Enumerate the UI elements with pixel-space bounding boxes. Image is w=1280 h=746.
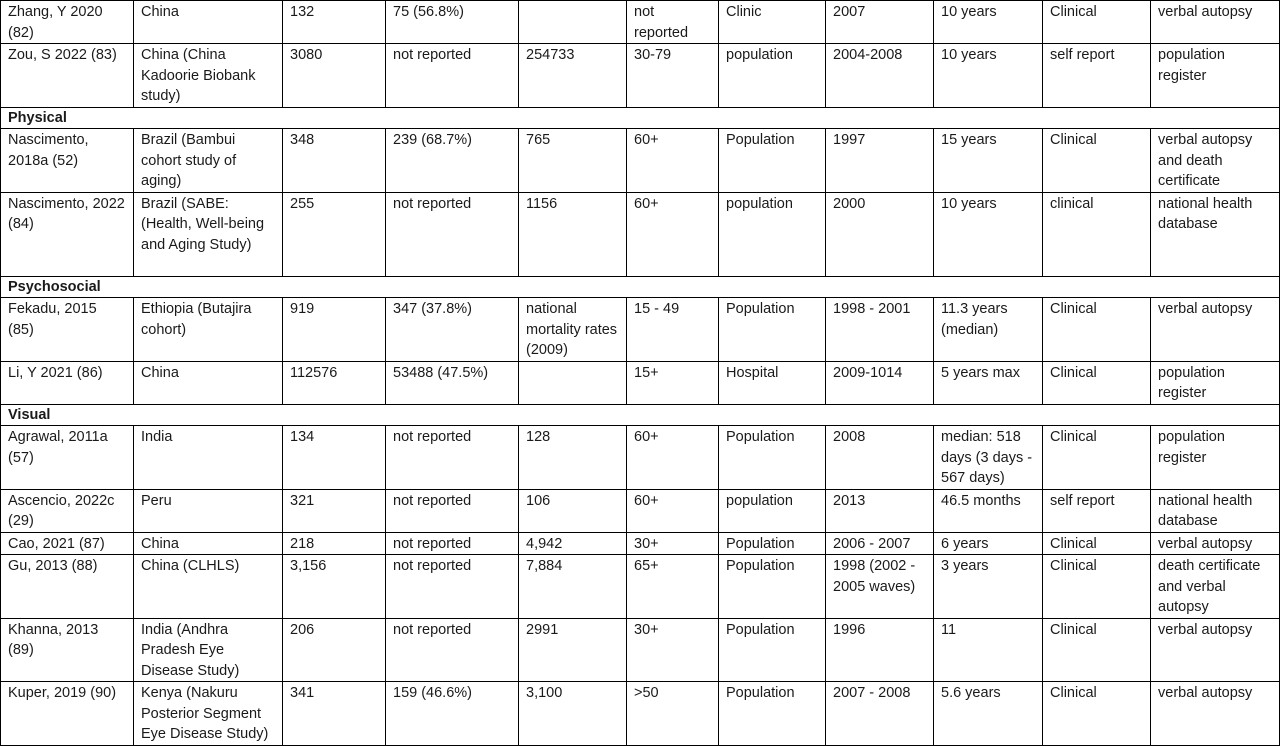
table-cell: Clinical: [1043, 361, 1151, 404]
table-cell: China (China Kadoorie Biobank study): [134, 44, 283, 108]
table-cell: Ethiopia (Butajira cohort): [134, 298, 283, 362]
table-cell: Clinical: [1043, 298, 1151, 362]
table-cell: 60+: [627, 192, 719, 276]
table-cell: Population: [719, 129, 826, 193]
table-cell: Population: [719, 682, 826, 746]
table-cell: verbal autopsy: [1151, 618, 1280, 682]
table-cell: 1156: [519, 192, 627, 276]
table-cell: 60+: [627, 489, 719, 532]
table-cell: India (Andhra Pradesh Eye Disease Study): [134, 618, 283, 682]
table-cell: 3 years: [934, 555, 1043, 619]
table-cell: Li, Y 2021 (86): [1, 361, 134, 404]
table-cell: 30+: [627, 532, 719, 555]
table-cell: 2013: [826, 489, 934, 532]
table-cell: Ascencio, 2022c (29): [1, 489, 134, 532]
table-cell: 46.5 months: [934, 489, 1043, 532]
table-cell: national mortality rates (2009): [519, 298, 627, 362]
section-header-row: [1, 276, 1280, 298]
table-cell: population: [719, 192, 826, 276]
table-cell: Clinical: [1043, 555, 1151, 619]
table-cell: Cao, 2021 (87): [1, 532, 134, 555]
table-cell: 2007: [826, 1, 934, 44]
table-cell: 321: [283, 489, 386, 532]
table-cell: national health database: [1151, 192, 1280, 276]
table-cell: 2008: [826, 426, 934, 490]
table-cell: 2004-2008: [826, 44, 934, 108]
table-cell: not reported: [386, 489, 519, 532]
table-cell: not reported: [386, 44, 519, 108]
table-cell: Fekadu, 2015 (85): [1, 298, 134, 362]
table-row: [1, 298, 1280, 362]
table-row: [1, 129, 1280, 193]
table-row: [1, 555, 1280, 619]
table-cell: Brazil (Bambui cohort study of aging): [134, 129, 283, 193]
table-cell: Clinical: [1043, 682, 1151, 746]
table-cell: 128: [519, 426, 627, 490]
table-row: [1, 532, 1280, 555]
table-row: [1, 426, 1280, 490]
table-cell: Clinical: [1043, 129, 1151, 193]
table-cell: not reported: [386, 618, 519, 682]
table-row: [1, 192, 1280, 276]
table-cell: Population: [719, 532, 826, 555]
table-cell: 1998 - 2001: [826, 298, 934, 362]
table-cell: population: [719, 44, 826, 108]
table-cell: 10 years: [934, 192, 1043, 276]
section-label: Visual: [1, 404, 1280, 426]
table-cell: verbal autopsy and death certificate: [1151, 129, 1280, 193]
table-cell: 60+: [627, 129, 719, 193]
table-cell: Clinical: [1043, 532, 1151, 555]
table-cell: 4,942: [519, 532, 627, 555]
section-label: Psychosocial: [1, 276, 1280, 298]
table-row: [1, 44, 1280, 108]
table-cell: Population: [719, 426, 826, 490]
table-cell: 30+: [627, 618, 719, 682]
table-cell: 2000: [826, 192, 934, 276]
table-cell: verbal autopsy: [1151, 298, 1280, 362]
table-cell: 5.6 years: [934, 682, 1043, 746]
table-cell: 765: [519, 129, 627, 193]
table-cell: 15 years: [934, 129, 1043, 193]
table-cell: Population: [719, 555, 826, 619]
table-cell: Zou, S 2022 (83): [1, 44, 134, 108]
table-cell: Hospital: [719, 361, 826, 404]
table-cell: population register: [1151, 426, 1280, 490]
table-cell: China: [134, 532, 283, 555]
table-cell: 15 - 49: [627, 298, 719, 362]
table-cell: China (CLHLS): [134, 555, 283, 619]
table-cell: national health database: [1151, 489, 1280, 532]
table-cell: 75 (56.8%): [386, 1, 519, 44]
table-cell: Kuper, 2019 (90): [1, 682, 134, 746]
table-cell: 3080: [283, 44, 386, 108]
table-cell: 53488 (47.5%): [386, 361, 519, 404]
table-cell: 10 years: [934, 44, 1043, 108]
table-cell: not reported: [627, 1, 719, 44]
table-cell: Clinical: [1043, 618, 1151, 682]
table-cell: median: 518 days (3 days - 567 days): [934, 426, 1043, 490]
table-cell: population: [719, 489, 826, 532]
table-cell: [519, 361, 627, 404]
table-cell: 2006 - 2007: [826, 532, 934, 555]
table-cell: Clinic: [719, 1, 826, 44]
table-cell: 1996: [826, 618, 934, 682]
table-cell: verbal autopsy: [1151, 682, 1280, 746]
section-header-row: [1, 107, 1280, 129]
table-cell: 218: [283, 532, 386, 555]
table-body: [1, 1, 1280, 746]
table-row: [1, 489, 1280, 532]
table-cell: verbal autopsy: [1151, 532, 1280, 555]
table-row: [1, 361, 1280, 404]
table-cell: 254733: [519, 44, 627, 108]
table-cell: 10 years: [934, 1, 1043, 44]
table-row: [1, 682, 1280, 746]
table-cell: 159 (46.6%): [386, 682, 519, 746]
table-cell: 106: [519, 489, 627, 532]
table-cell: Agrawal, 2011a (57): [1, 426, 134, 490]
table-row: [1, 618, 1280, 682]
table-cell: Kenya (Nakuru Posterior Segment Eye Disease Study): [134, 682, 283, 746]
table-cell: clinical: [1043, 192, 1151, 276]
table-cell: 255: [283, 192, 386, 276]
section-label: Physical: [1, 107, 1280, 129]
table-cell: Peru: [134, 489, 283, 532]
table-cell: not reported: [386, 555, 519, 619]
table-cell: 3,156: [283, 555, 386, 619]
table-cell: not reported: [386, 192, 519, 276]
table-cell: death certificate and verbal autopsy: [1151, 555, 1280, 619]
table-cell: self report: [1043, 44, 1151, 108]
table-cell: 11.3 years (median): [934, 298, 1043, 362]
table-cell: Gu, 2013 (88): [1, 555, 134, 619]
table-cell: 1998 (2002 - 2005 waves): [826, 555, 934, 619]
table-cell: 1997: [826, 129, 934, 193]
table-cell: 347 (37.8%): [386, 298, 519, 362]
table-cell: 134: [283, 426, 386, 490]
table-cell: population register: [1151, 44, 1280, 108]
table-row: [1, 1, 1280, 44]
table-cell: not reported: [386, 426, 519, 490]
table-cell: 7,884: [519, 555, 627, 619]
table-cell: 5 years max: [934, 361, 1043, 404]
table-cell: verbal autopsy: [1151, 1, 1280, 44]
table-cell: 348: [283, 129, 386, 193]
table-cell: 3,100: [519, 682, 627, 746]
table-cell: India: [134, 426, 283, 490]
table-cell: Nascimento, 2018a (52): [1, 129, 134, 193]
table-cell: Zhang, Y 2020 (82): [1, 1, 134, 44]
table-cell: Clinical: [1043, 1, 1151, 44]
table-cell: 30-79: [627, 44, 719, 108]
table-cell: Nascimento, 2022 (84): [1, 192, 134, 276]
table-cell: China: [134, 361, 283, 404]
table-cell: 60+: [627, 426, 719, 490]
table-cell: 206: [283, 618, 386, 682]
table-cell: 239 (68.7%): [386, 129, 519, 193]
table-cell: 2991: [519, 618, 627, 682]
table-cell: 11: [934, 618, 1043, 682]
table-cell: 341: [283, 682, 386, 746]
table-cell: self report: [1043, 489, 1151, 532]
table-cell: 919: [283, 298, 386, 362]
table-cell: 6 years: [934, 532, 1043, 555]
table-cell: 112576: [283, 361, 386, 404]
table-cell: >50: [627, 682, 719, 746]
table-cell: 2009-1014: [826, 361, 934, 404]
table-cell: Population: [719, 618, 826, 682]
table-cell: Clinical: [1043, 426, 1151, 490]
table-cell: 2007 - 2008: [826, 682, 934, 746]
section-header-row: [1, 404, 1280, 426]
table-cell: 65+: [627, 555, 719, 619]
table-cell: 15+: [627, 361, 719, 404]
table-cell: 132: [283, 1, 386, 44]
table-cell: Population: [719, 298, 826, 362]
table-cell: Brazil (SABE: (Health, Well-being and Aging Study): [134, 192, 283, 276]
table-cell: [519, 1, 627, 44]
table-cell: China: [134, 1, 283, 44]
table-cell: not reported: [386, 532, 519, 555]
table-cell: population register: [1151, 361, 1280, 404]
table-cell: Khanna, 2013 (89): [1, 618, 134, 682]
